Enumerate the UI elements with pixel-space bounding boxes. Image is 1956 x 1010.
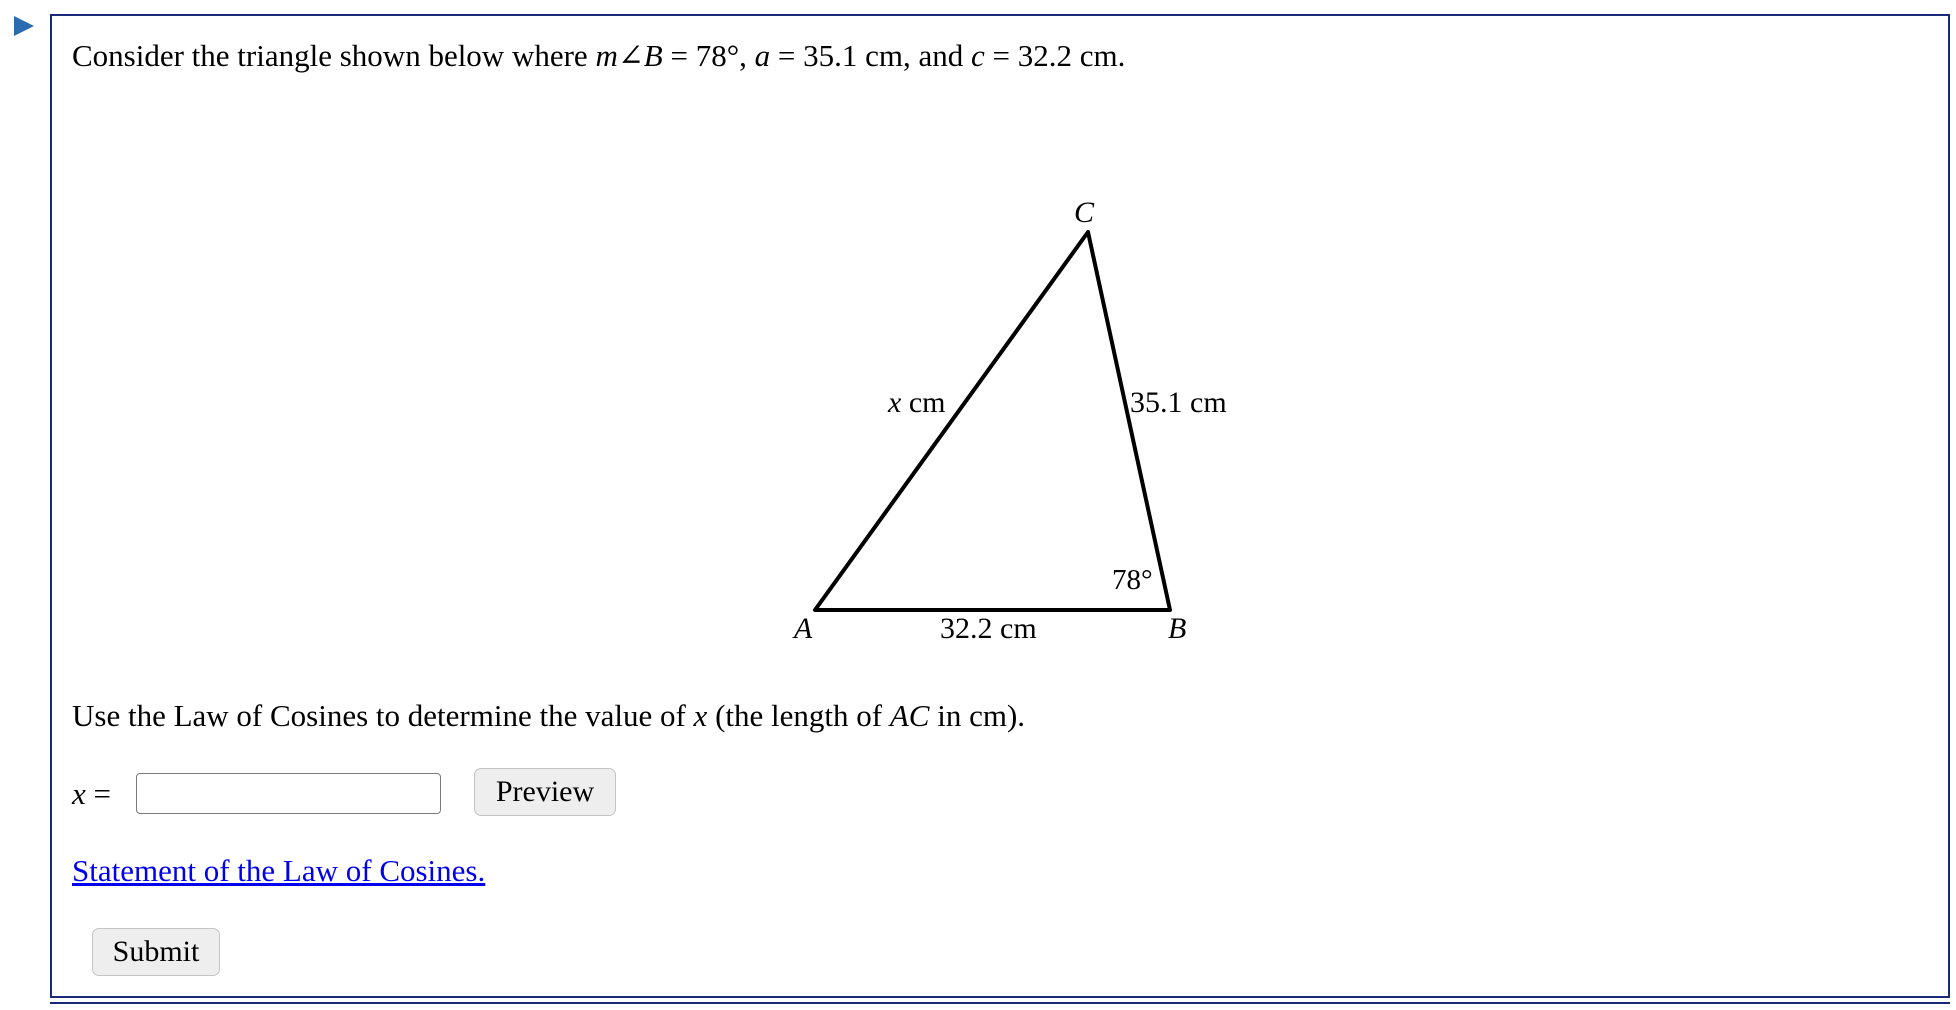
answer-label [72, 778, 111, 809]
triangle-diagram [760, 190, 1280, 650]
problem-intro: Consider the triangle shown below where [72, 38, 588, 73]
vertex-a-label: A [794, 612, 813, 645]
side-ac-unit: cm [901, 386, 946, 419]
side-bc-label: 35.1 cm [1130, 386, 1227, 419]
preview-button[interactable]: Preview [474, 768, 616, 816]
equals-sign: = [777, 38, 796, 73]
equals-sign: = [992, 38, 1011, 73]
problem-statement [72, 40, 1125, 71]
angle-expression: m∠B [595, 38, 663, 73]
frame-divider [50, 1002, 1950, 1004]
c-value: 32.2 cm. [1017, 38, 1126, 73]
vertex-b-label: B [1168, 612, 1187, 645]
comma: , [739, 38, 747, 73]
instruction-prefix: Use the Law of Cosines to determine the value of [72, 698, 686, 733]
instruction-middle: (the length of [715, 698, 883, 733]
law-of-cosines-link[interactable]: Statement of the Law of Cosines. [72, 853, 486, 888]
and-text: , and [903, 38, 964, 73]
instruction-segment: AC [889, 698, 930, 733]
instruction-variable: x [693, 698, 708, 733]
a-variable: a [754, 38, 771, 73]
instruction-text [72, 700, 1025, 731]
submit-button[interactable]: Submit [92, 928, 220, 976]
answer-label-variable: x [72, 776, 86, 811]
side-ac-variable: x [888, 386, 902, 419]
side-ac-label [888, 388, 945, 418]
play-icon[interactable] [12, 14, 36, 38]
angle-value: 78° [695, 38, 740, 73]
side-ab-label: 32.2 cm [940, 612, 1037, 645]
a-value: 35.1 cm [803, 38, 903, 73]
answer-label-equals: = [93, 776, 111, 811]
c-variable: c [971, 38, 985, 73]
instruction-suffix: in cm). [937, 698, 1026, 733]
angle-b-label: 78° [1112, 564, 1153, 596]
triangle-shape [815, 232, 1170, 610]
equals-sign: = [670, 38, 688, 73]
answer-input[interactable] [136, 773, 441, 814]
vertex-c-label: C [1074, 196, 1095, 229]
